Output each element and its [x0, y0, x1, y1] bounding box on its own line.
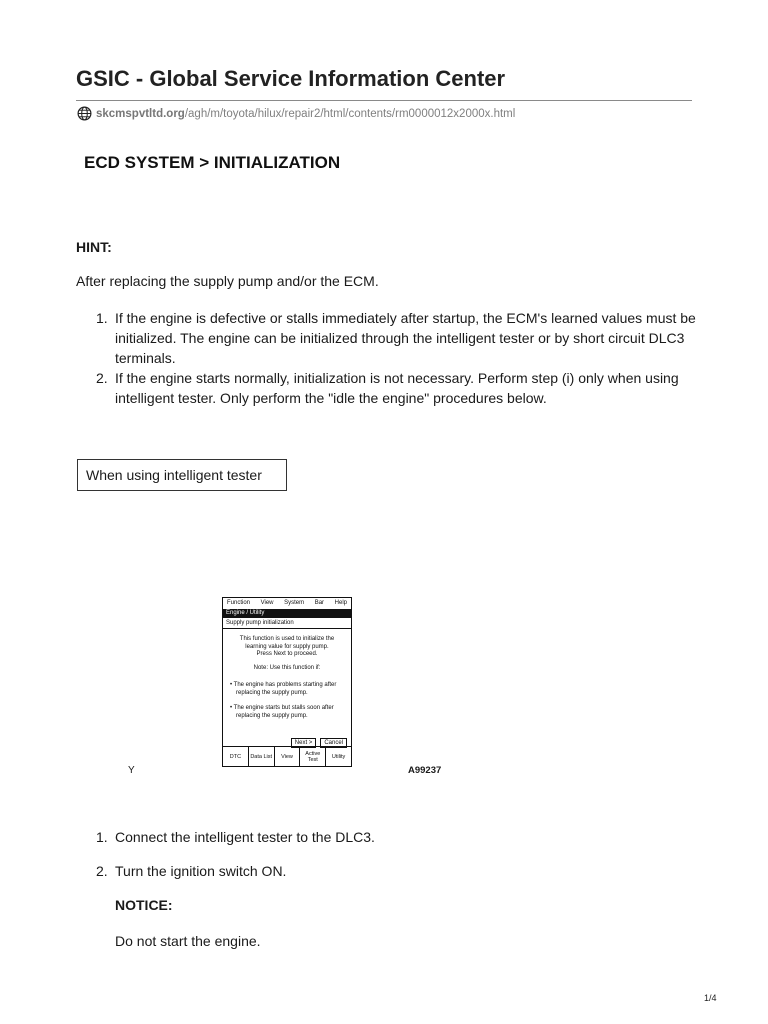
page-number: 1/4 — [704, 993, 717, 1003]
list-number: 2. — [96, 370, 108, 386]
url-host[interactable]: skcmspvtltd.org — [96, 107, 185, 120]
hint-intro: After replacing the supply pump and/or the ECM. — [76, 273, 379, 289]
list-number: 1. — [96, 829, 108, 845]
notice-label: NOTICE: — [115, 897, 173, 913]
list-item — [76, 308, 696, 368]
list-text: Connect the intelligent tester to the DLC3. — [115, 829, 375, 845]
figure-next-button: Next > — [291, 738, 317, 748]
globe-icon — [77, 106, 92, 121]
figure-tab: View — [275, 747, 301, 766]
list-item — [76, 861, 696, 881]
figure-bullet-text: The engine has problems starting after replacing the supply pump. — [233, 682, 337, 696]
procedure-list — [76, 827, 696, 895]
figure-note: Note: Use this function if: — [253, 664, 321, 671]
figure-menubar — [223, 598, 351, 609]
list-text: If the engine starts normally, initialization is not necessary. Perform step (i) only when using intelligent tester. Only perform the "idle the engine" procedures below. — [115, 370, 679, 406]
tester-mode-box: When using intelligent tester — [77, 459, 287, 491]
figure-text-line: Press Next to proceed. — [256, 651, 318, 657]
figure-tab: Active Test — [300, 747, 326, 766]
figure-bullet-text: The engine starts but stalls soon after replacing the supply pump. — [233, 705, 334, 719]
list-item — [76, 827, 696, 847]
figure-left-label: Y — [128, 765, 135, 776]
figure-text-line: This function is used to initialize the — [239, 636, 335, 642]
url-path[interactable]: /agh/m/toyota/hilux/repair2/html/contents/rm0000012x2000x.html — [184, 107, 516, 120]
figure-tab-bar — [223, 746, 351, 766]
figure-tab: Utility — [331, 753, 346, 760]
figure-menu-item: Help — [334, 600, 347, 606]
tester-screen-illustration — [222, 597, 352, 767]
list-text: If the engine is defective or stalls immediately after startup, the ECM's learned values must be initialized. The engine can be initialized through the intelligent tester or by short circuit DLC3 terminals. — [115, 310, 696, 366]
figure-menu-item: Function — [227, 600, 251, 606]
figure-bullet: • The engine has problems starting after replacing the supply pump. — [230, 682, 337, 696]
section-heading: ECD SYSTEM > INITIALIZATION — [84, 153, 341, 172]
figure-tab: Data List — [249, 747, 275, 766]
site-title: GSIC - Global Service Information Center — [76, 66, 506, 91]
figure-menu-item: Bar — [314, 600, 325, 606]
figure-body — [223, 629, 351, 720]
figure-menu-item: View — [260, 600, 274, 606]
figure-code: A99237 — [408, 765, 442, 776]
source-url[interactable] — [77, 106, 515, 121]
list-number: 1. — [96, 310, 108, 326]
list-number: 2. — [96, 863, 108, 879]
list-item — [76, 368, 696, 408]
title-divider — [76, 100, 692, 101]
notice-text: Do not start the engine. — [115, 933, 261, 949]
hint-label: HINT: — [76, 239, 112, 255]
figure-cancel-button: Cancel — [320, 738, 347, 748]
figure-subtitle: Supply pump initialization — [223, 618, 351, 629]
figure-text-line: learning value for supply pump. — [245, 643, 329, 650]
figure-title-bar: Engine / Utility — [223, 609, 351, 618]
list-text: Turn the ignition switch ON. — [115, 863, 287, 879]
figure-tab: DTC — [223, 747, 249, 766]
figure-bullet: • The engine starts but stalls soon after replacing the supply pump. — [230, 705, 334, 719]
hint-list — [76, 308, 696, 408]
figure-menu-item: System — [284, 600, 305, 606]
